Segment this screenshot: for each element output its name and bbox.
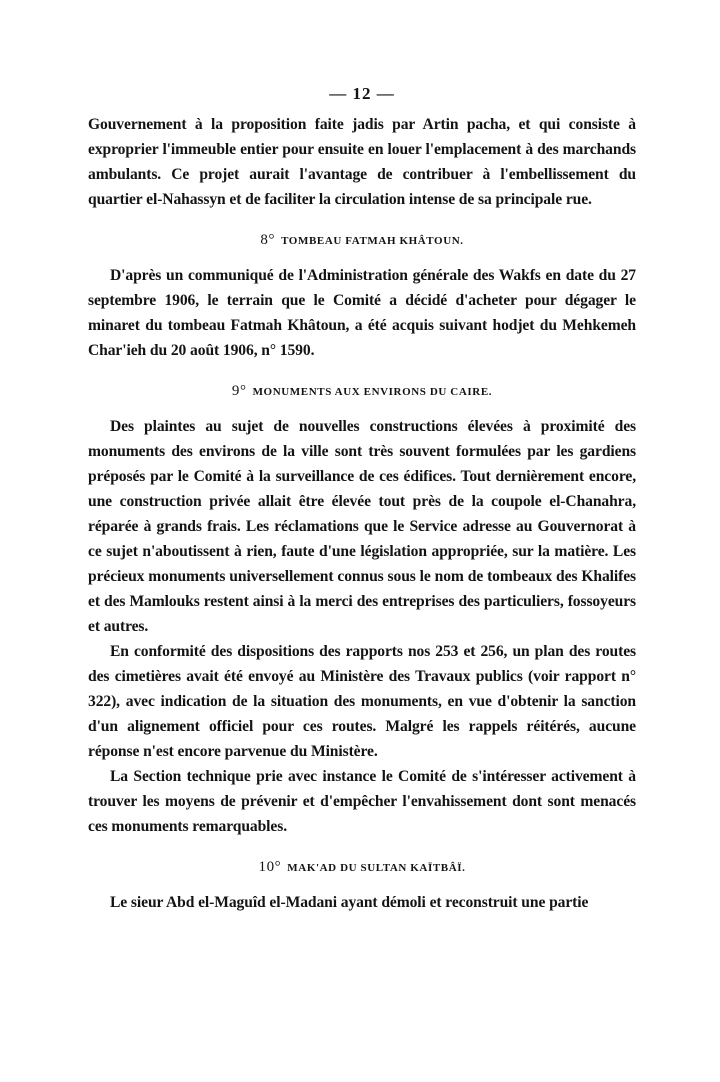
document-page xyxy=(88,84,636,915)
paragraph-abd-el-maguid: Le sieur Abd el-Maguîd el-Madani ayant démoli et reconstruit une partie xyxy=(110,894,589,911)
section-heading-8 xyxy=(88,232,636,249)
section-number: 10° xyxy=(258,859,282,875)
section-heading-9 xyxy=(88,383,636,400)
paragraph-plaintes: Des plaintes au sujet de nouvelles constructions élevées à proximité des monuments des environs de la ville sont très souvent formulées par les gardiens préposés par le Comité à la surveillance de ces édifices. Tout dernièrement encore, une construction privée allait être élevée tout près de la coupole el-Chanahra, réparée à grands frais. Les réclamations que le Service adresse au Gouvernorat à ce sujet n'aboutissent à rien, faute d'une législation appropriée, sur la matière. Les précieux monuments universellement connus sous le nom de tombeaux des Khalifes et des Mamlouks restent ainsi à la merci des entreprises des particuliers, fossoyeurs et autres. xyxy=(88,418,636,635)
section-title: MONUMENTS AUX ENVIRONS DU CAIRE. xyxy=(252,386,493,398)
section-heading-10 xyxy=(88,859,636,876)
paragraph-section-technique: La Section technique prie avec instance le Comité de s'intéresser activement à trouver les moyens de prévenir et d'empêcher l'envahissement dont sont menacés ces monuments remarquables. xyxy=(88,768,636,835)
paragraph-conformite: En conformité des dispositions des rapports nos 253 et 256, un plan des routes des cimetières avait été envoyé au Ministère des Travaux publics (voir rapport n° 322), avec indication de la situation des monuments, en vue d'obtenir la sanction d'un alignement officiel pour ces routes. Malgré les rappels réitérés, aucune réponse n'est encore parvenue du Ministère. xyxy=(88,643,636,760)
section-number: 9° xyxy=(231,383,247,399)
paragraph-gouvernement: Gouvernement à la proposition faite jadis par Artin pacha, et qui consiste à exproprier l'immeuble entier pour ensuite en louer l'emplacement à des marchands ambulants. Ce projet aurait l'avantage de contribuer à l'embellissement du quartier el-Nahassyn et de faciliter la circulation intense de sa principale rue. xyxy=(88,116,636,208)
page-number: — 12 — xyxy=(329,84,395,103)
paragraph-wakfs: D'après un communiqué de l'Administration générale des Wakfs en date du 27 septembre 1906, le terrain que le Comité a décidé d'acheter pour dégager le minaret du tombeau Fatmah Khâtoun, a été acquis suivant hodjet du Mehkemeh Char'ieh du 20 août 1906, n° 1590. xyxy=(88,267,636,359)
section-title: MAK'AD DU SULTAN KAÏTBÂÏ. xyxy=(287,862,466,874)
section-title: TOMBEAU FATMAH KHÂTOUN. xyxy=(281,235,464,247)
section-number: 8° xyxy=(260,232,276,248)
